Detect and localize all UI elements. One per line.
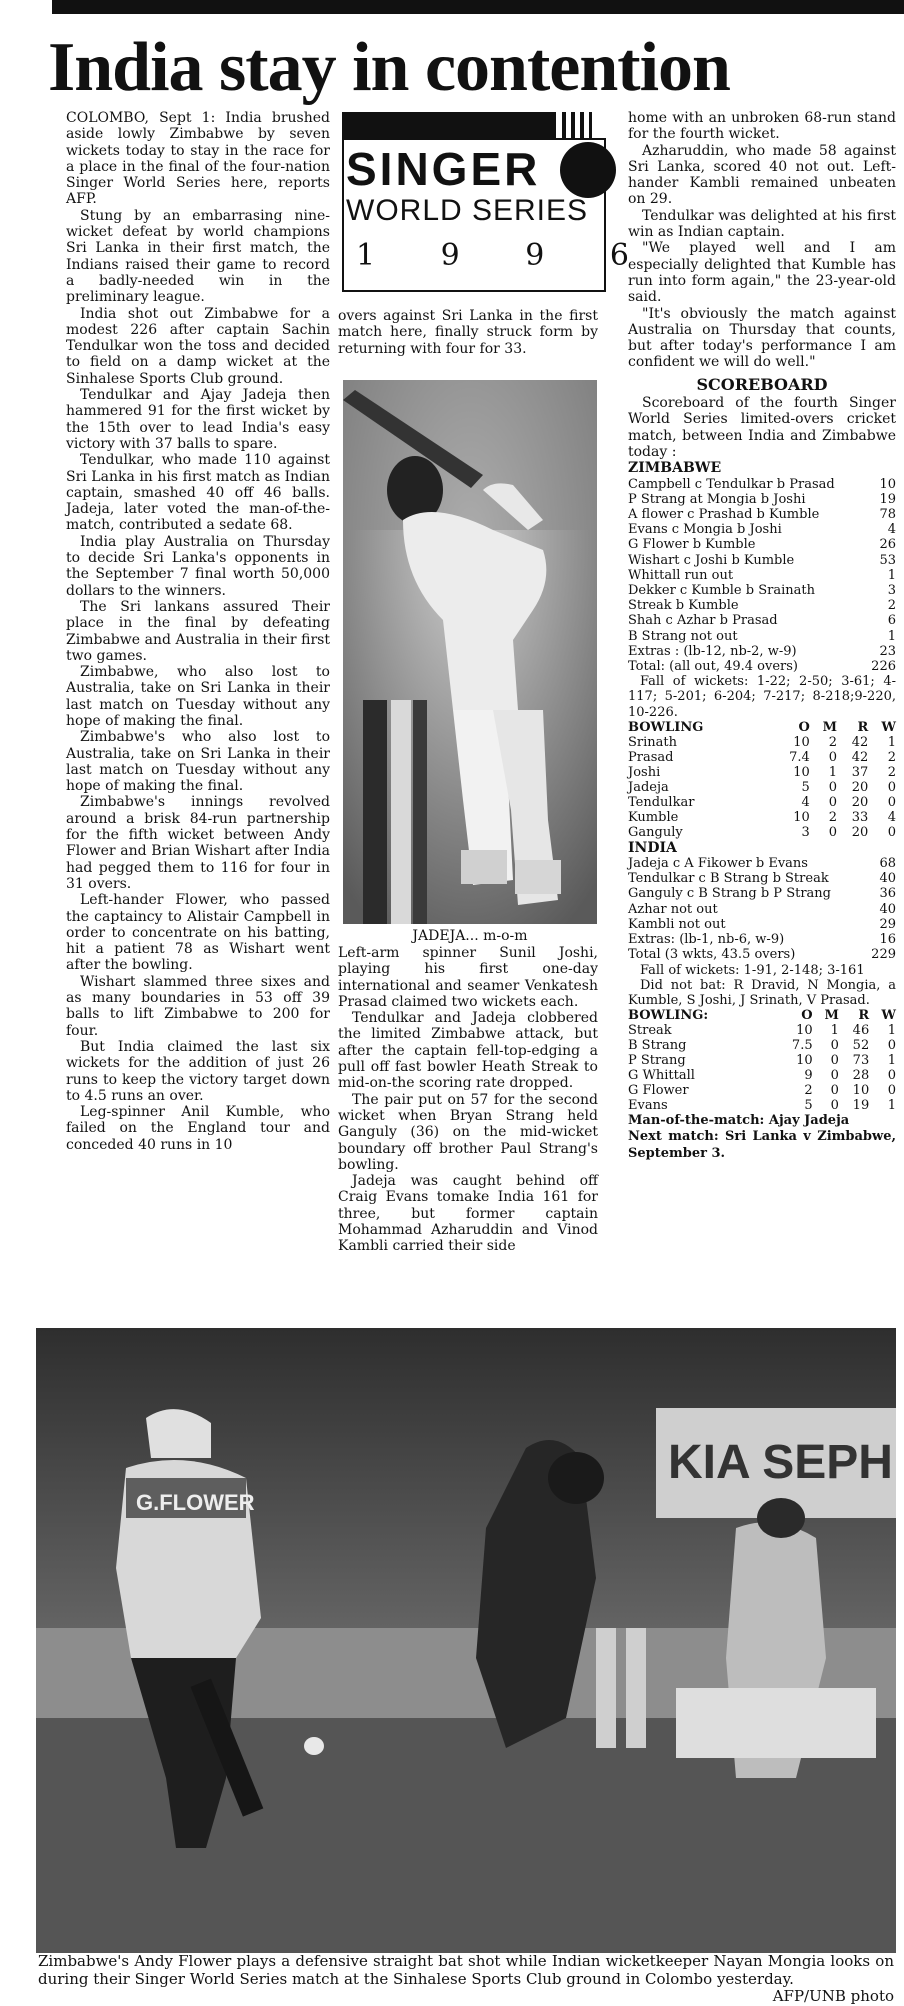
bowling-header-cell: R: [858, 1008, 870, 1024]
zimbabwe-bowling-table: [628, 1008, 896, 1113]
sponsor-sign-text: KIA SEPH: [668, 1436, 893, 1489]
bowling-row: [628, 765, 896, 780]
bowling-row: [628, 810, 896, 825]
fall-of-wickets-india: Fall of wickets: 1-91, 2-148; 3-161: [640, 962, 865, 978]
bowler-name: G Flower: [628, 1083, 689, 1099]
bowler-name: Ganguly: [628, 824, 683, 840]
bowling-figure: 28: [852, 1068, 870, 1084]
bowling-figure: 1: [887, 734, 896, 750]
runs: 19: [879, 491, 896, 507]
batsman-name: Jadeja c A Fikower b Evans: [628, 856, 808, 872]
paragraph: Tendulkar and Jadeja clobbered the limited Zimbabwe attack, but after the captain fell-top-edging a pull off fast bowler Heath Streak to mid-on-the scoring rate dropped.: [338, 1010, 598, 1092]
paragraph: India play Australia on Thursday to decide Sri Lanka's opponents in the September 7 final worth 50,000 dollars to the winners.: [66, 533, 330, 599]
bowling-figure: 46: [852, 1023, 870, 1039]
bowling-figure: 20: [851, 779, 869, 795]
paragraph: Tendulkar was delighted at his first win as Indian captain.: [628, 207, 896, 241]
logo-singer-text: SINGER: [346, 143, 541, 195]
team-india: INDIA: [628, 839, 677, 856]
bowling-figure: 0: [830, 1098, 839, 1114]
bowling-figure: 10: [793, 809, 810, 825]
headline: India stay in contention: [48, 29, 730, 106]
bowling-header-cell: W: [881, 719, 896, 735]
bowler-name: P Strang: [628, 1053, 686, 1069]
batsman-name: Evans c Mongia b Joshi: [628, 522, 782, 538]
bowling-figure: 52: [852, 1038, 870, 1054]
runs: 10: [879, 476, 896, 492]
bowling-row: [628, 1023, 896, 1038]
scoreboard-intro: Scoreboard of the fourth Singer World Series limited-overs cricket match, between India and Zimbabwe today :: [628, 395, 896, 460]
paragraph: India shot out Zimbabwe for a modest 226 after captain Sachin Tendulkar won the toss and decided to field on a damp wicket at the Sinhalese Sports Club ground.: [66, 305, 330, 387]
bowling-figure: 42: [851, 749, 869, 765]
bowling-figure: 1: [828, 764, 837, 780]
bowling-row: [628, 1098, 896, 1113]
paragraph: Stung by an embarrasing nine-wicket defeat by world champions Sri Lanka in their first match, the Indians raised their game to record a badly-needed win in the preliminary league.: [66, 207, 330, 306]
batsman-name: Whittall run out: [628, 567, 734, 583]
bowler-name: Srinath: [628, 734, 677, 750]
photo-caption-flower: [38, 1953, 894, 2006]
bowling-header-cell: O: [798, 719, 810, 735]
paragraph: Tendulkar, who made 110 against Sri Lanka in his first match as Indian captain, smashed 40 off 46 balls. Jadeja, later voted the man-of-the-match, contributed a sedate 68.: [66, 452, 330, 534]
batsman-name: G Flower b Kumble: [628, 537, 756, 553]
batsman-name: Wishart c Joshi b Kumble: [628, 552, 795, 568]
bowling-figure: 0: [828, 794, 837, 810]
runs: 40: [879, 871, 896, 887]
runs: 6: [887, 613, 896, 629]
top-rule: [52, 0, 904, 14]
bowling-figure: 0: [887, 1083, 896, 1099]
bowling-figure: 0: [887, 1038, 896, 1054]
bowler-name: Evans: [628, 1098, 668, 1114]
batsman-name: Azhar not out: [628, 901, 718, 917]
runs: 2: [887, 598, 896, 614]
batting-row: [628, 644, 896, 659]
runs: 229: [871, 947, 896, 963]
paragraph: But India claimed the last six wickets for the addition of just 26 runs to keep the victory target down to 4.5 runs an over.: [66, 1038, 330, 1104]
paragraph: Left-hander Flower, who passed the captaincy to Alistair Campbell in order to concentrate on his batting, hit a patient 78 as Wishart went after the bowling.: [66, 892, 330, 974]
runs: 36: [879, 886, 896, 902]
runs: 29: [879, 916, 896, 932]
bowler-name: Joshi: [628, 764, 661, 780]
runs: 26: [879, 537, 896, 553]
bowling-figure: 42: [851, 734, 869, 750]
batting-row: [628, 856, 896, 871]
bowling-figure: 4: [887, 809, 896, 825]
bowling-figure: 0: [830, 1053, 839, 1069]
bowling-figure: 1: [830, 1023, 839, 1039]
batting-row: [628, 886, 896, 901]
bowler-name: Kumble: [628, 809, 679, 825]
bowling-figure: 2: [887, 764, 896, 780]
bowling-figure: 0: [887, 824, 896, 840]
batting-row: [628, 947, 896, 962]
article-column-2-top: [338, 308, 598, 357]
bowling-figure: 0: [828, 779, 837, 795]
batting-row: [628, 598, 896, 613]
bowling-row: [628, 735, 896, 750]
paragraph: Zimbabwe's innings revolved around a brisk 84-run partnership for the fifth wicket between Andy Flower and Brian Wishart after India had pegged them to 116 for four in 31 overs.: [66, 794, 330, 892]
jersey-text: G.FLOWER: [136, 1490, 255, 1515]
bowling-header-cell: O: [801, 1008, 813, 1024]
batting-row: [628, 522, 896, 537]
bowling-row: [628, 780, 896, 795]
column-3-text: [628, 110, 896, 371]
batsman-name: Kambli not out: [628, 916, 726, 932]
bowling-figure: 7.4: [789, 749, 810, 765]
bowling-figure: 3: [801, 824, 810, 840]
paragraph: The pair put on 57 for the second wicket when Bryan Strang held Ganguly (36) on the mid-wicket boundary off brother Paul Strang's bowling.: [338, 1091, 598, 1173]
batting-row: [628, 902, 896, 917]
scoreboard: [628, 374, 896, 1162]
bowling-header-cell: BOWLING:: [628, 1008, 709, 1024]
india-batting: [628, 856, 896, 962]
paragraph: home with an unbroken 68-run stand for the fourth wicket.: [628, 110, 896, 143]
bowling-figure: 10: [793, 764, 810, 780]
runs: 40: [879, 901, 896, 917]
paragraph: Left-arm spinner Sunil Joshi, playing his first one-day international and seamer Venkatesh Prasad claimed two wickets each.: [338, 945, 598, 1010]
photo-credit: AFP/UNB photo: [772, 1987, 894, 2005]
bowler-name: Streak: [628, 1023, 672, 1039]
article-column-1: [66, 110, 330, 1153]
bowler-name: Prasad: [628, 749, 674, 765]
caption-text: Zimbabwe's Andy Flower plays a defensive straight bat shot while Indian wicketkeeper Nayan Mongia looks on during their Singer World Series match at the Sinhalese Sports Club ground in Colombo yesterday.: [38, 1952, 894, 1988]
runs: 4: [887, 522, 896, 538]
bowling-figure: 1: [887, 1023, 896, 1039]
bowling-figure: 0: [887, 794, 896, 810]
bowling-header-cell: M: [824, 1008, 839, 1024]
jadeja-batting-photo: [343, 380, 597, 924]
bowling-figure: 10: [796, 1053, 813, 1069]
runs: 53: [879, 552, 896, 568]
article-column-2-bottom: [338, 945, 598, 1255]
bowling-row: [628, 1053, 896, 1068]
bowling-header-cell: BOWLING: [628, 719, 704, 735]
bowling-figure: 7.5: [791, 1038, 813, 1054]
bowling-row: [628, 1038, 896, 1053]
india-bowling-table: [628, 720, 896, 840]
runs: 23: [879, 643, 896, 659]
bowling-figure: 10: [796, 1023, 813, 1039]
article-column-3: [628, 110, 896, 1162]
runs: 16: [879, 932, 896, 948]
batsman-name: Campbell c Tendulkar b Prasad: [628, 476, 835, 492]
batsman-name: Ganguly c B Strang b P Strang: [628, 886, 831, 902]
team-zimbabwe: ZIMBABWE: [628, 460, 722, 477]
batsman-name: B Strang not out: [628, 628, 738, 644]
bowling-figure: 10: [793, 734, 810, 750]
bowling-figure: 10: [852, 1083, 870, 1099]
bowling-header-cell: R: [857, 719, 869, 735]
batting-row: [628, 659, 896, 674]
batting-row: [628, 553, 896, 568]
batting-row: [628, 568, 896, 583]
bowling-figure: 5: [801, 779, 810, 795]
bowling-figure: 1: [887, 1053, 896, 1069]
bowling-figure: 19: [852, 1098, 870, 1114]
batsman-name: Total (3 wkts, 43.5 overs): [628, 947, 796, 963]
bowling-figure: 20: [851, 824, 869, 840]
bowling-figure: 37: [851, 764, 869, 780]
runs: 1: [887, 628, 896, 644]
bowling-figure: 2: [887, 749, 896, 765]
batting-row: [628, 537, 896, 552]
batting-row: [628, 507, 896, 522]
batting-row: [628, 613, 896, 628]
bowling-figure: 4: [801, 794, 810, 810]
bowling-figure: 9: [804, 1068, 813, 1084]
paragraph: Leg-spinner Anil Kumble, who failed on the England tour and conceded 40 runs in 10: [66, 1104, 330, 1153]
andy-flower-batting-photo: [36, 1328, 896, 1953]
batting-row: [628, 932, 896, 947]
paragraph: Wishart slammed three sixes and as many boundaries in 53 off 39 balls to lift Zimbabwe to 200 for four.: [66, 973, 330, 1039]
logo-bar: [342, 112, 556, 138]
bowling-figure: 20: [851, 794, 869, 810]
singer-world-series-logo: [338, 112, 657, 302]
bowling-figure: 73: [852, 1053, 870, 1069]
bowling-row: [628, 1083, 896, 1098]
paragraph: Tendulkar and Ajay Jadeja then hammered 91 for the first wicket by the 15th over to lead India's easy victory with 37 balls to spare.: [66, 387, 330, 452]
runs: 3: [887, 582, 896, 598]
did-not-bat: Did not bat: R Dravid, N Mongia, a Kumble, S Joshi, J Srinath, V Prasad.: [628, 977, 896, 1008]
batsman-name: P Strang at Mongia b Joshi: [628, 491, 806, 507]
bowler-name: B Strang: [628, 1038, 687, 1054]
zimbabwe-batting: [628, 477, 896, 675]
bowling-row: [628, 795, 896, 810]
bowling-figure: 0: [828, 749, 837, 765]
bowling-figure: 0: [887, 779, 896, 795]
bowling-row: [628, 825, 896, 840]
paragraph: Zimbabwe, who also lost to Australia, take on Sri Lanka in their last match on Tuesday without any hope of making the final.: [66, 664, 330, 729]
paragraph: The Sri lankans assured Their place in the final by defeating Zimbabwe and Australia in their first two games.: [66, 598, 330, 664]
runs: 1: [887, 567, 896, 583]
runs: 68: [879, 856, 896, 872]
bowling-figure: 0: [828, 824, 837, 840]
scoreboard-title: SCOREBOARD: [696, 374, 828, 394]
batting-row: [628, 583, 896, 598]
batsman-name: A flower c Prashad b Kumble: [628, 506, 820, 522]
next-match: Next match: Sri Lanka v Zimbabwe, September 3.: [628, 1129, 896, 1161]
bowling-row: [628, 750, 896, 765]
batting-row: [628, 492, 896, 507]
paragraph: COLOMBO, Sept 1: India brushed aside lowly Zimbabwe by seven wickets today to stay in the race for a place in the final of the four-nation Singer World Series here, reports AFP.: [66, 110, 330, 208]
bowling-figure: 33: [851, 809, 869, 825]
batsman-name: Total: (all out, 49.4 overs): [628, 658, 798, 674]
bowling-figure: 0: [830, 1038, 839, 1054]
batsman-name: Extras : (lb-12, nb-2, w-9): [628, 643, 797, 659]
man-of-the-match: Man-of-the-match: Ajay Jadeja: [628, 1113, 850, 1129]
bowling-figure: 2: [828, 809, 837, 825]
bowling-header-cell: W: [881, 1008, 896, 1024]
bowling-figure: 2: [804, 1083, 813, 1099]
batsman-name: Streak b Kumble: [628, 598, 739, 614]
bowling-figure: 1: [887, 1098, 896, 1114]
bowling-figure: 0: [830, 1083, 839, 1099]
paragraph: Azharuddin, who made 58 against Sri Lanka, scored 40 not out. Left-hander Kambli remained unbeaten on 29.: [628, 142, 896, 208]
photo-caption-jadeja: JADEJA... m-o-m: [412, 928, 528, 944]
batsman-name: Tendulkar c B Strang b Streak: [628, 871, 829, 887]
bowler-name: Jadeja: [628, 779, 669, 795]
bowling-row: [628, 1068, 896, 1083]
bowling-figure: 2: [828, 734, 837, 750]
batsman-name: Extras: (lb-1, nb-6, w-9): [628, 932, 785, 948]
batting-row: [628, 629, 896, 644]
runs: 226: [871, 658, 896, 674]
logo-world-series-text: WORLD SERIES: [346, 194, 589, 227]
logo-stripes: [562, 112, 592, 138]
paragraph: Zimbabwe's who also lost to Australia, take on Sri Lanka in their last match on Tuesday without any hope of making the final.: [66, 729, 330, 795]
runs: 78: [879, 506, 896, 522]
paragraph: Jadeja was caught behind off Craig Evans tomake India 161 for three, but former captain Mohammad Azharuddin and Vinod Kambli carried their side: [338, 1173, 598, 1255]
batting-row: [628, 871, 896, 886]
batsman-name: Shah c Azhar b Prasad: [628, 613, 778, 629]
logo-year-text: 1 9 9 6: [356, 238, 657, 273]
paragraph: "We played well and I am especially delighted that Kumble has run into form again," the 23-year-old said.: [628, 240, 896, 306]
bowling-figure: 0: [887, 1068, 896, 1084]
bowling-figure: 0: [830, 1068, 839, 1084]
cricket-ball-icon: [560, 142, 616, 198]
paragraph: "It's obviously the match against Australia on Thursday that counts, but after today's performance I am confident we will do well.": [628, 305, 896, 371]
batting-row: [628, 477, 896, 492]
bowler-name: Tendulkar: [628, 794, 695, 810]
paragraph: overs against Sri Lanka in the first match here, finally struck form by returning with four for 33.: [338, 308, 598, 357]
bowler-name: G Whittall: [628, 1068, 695, 1084]
fall-of-wickets-zimbabwe: Fall of wickets: 1-22; 2-50; 3-61; 4-117; 5-201; 6-204; 7-217; 8-218;9-220, 10-226.: [628, 674, 896, 720]
bowling-figure: 5: [804, 1098, 813, 1114]
bowling-header-cell: M: [822, 719, 837, 735]
batsman-name: Dekker c Kumble b Srainath: [628, 582, 815, 598]
batting-row: [628, 917, 896, 932]
